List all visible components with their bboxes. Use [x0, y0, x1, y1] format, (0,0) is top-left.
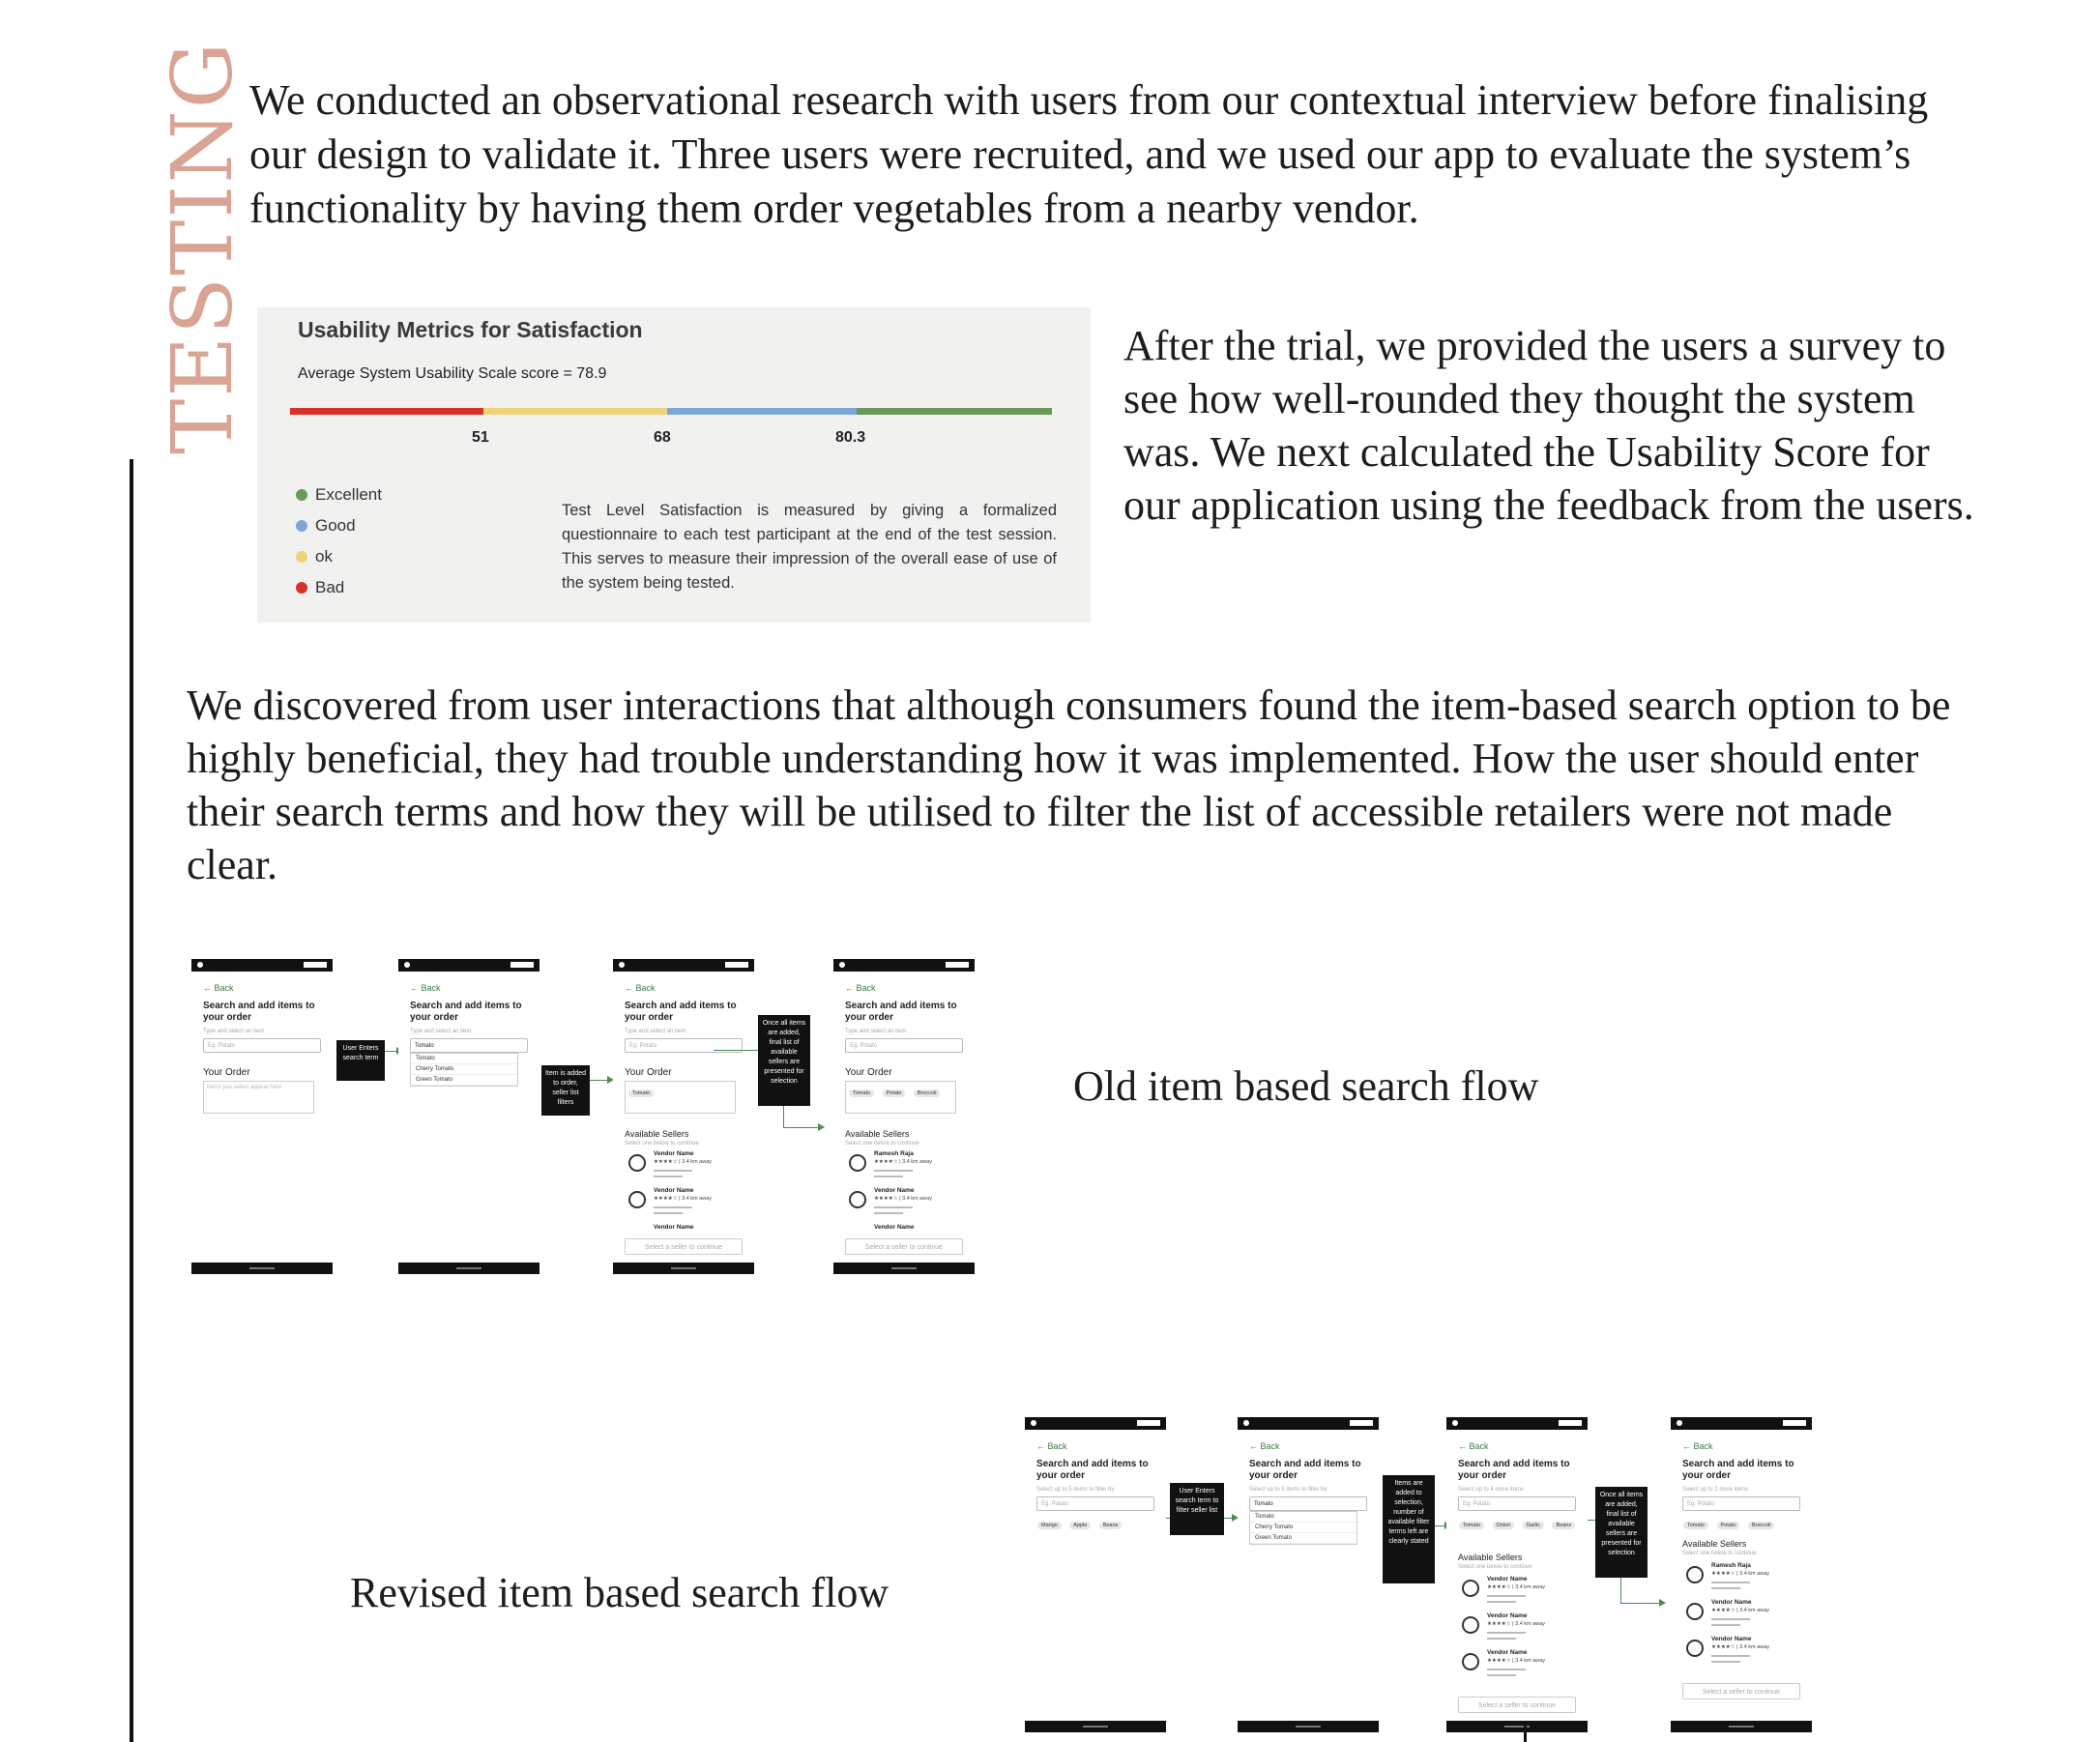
flow-note: Once all items are added, final list of available sellers are presented for selection	[1595, 1487, 1648, 1578]
flow-connector	[783, 1106, 784, 1127]
your-order-label: Your Order	[203, 1067, 250, 1078]
screen-heading: Search and add items to your order	[203, 1001, 315, 1023]
seller-name: Vendor Name	[654, 1150, 694, 1157]
status-bar	[191, 959, 333, 972]
order-chip[interactable]: Potato	[883, 1089, 906, 1097]
flow-note: Items are added to selection, number of available filter terms left are clearly stated	[1383, 1475, 1435, 1583]
legend-item-bad	[296, 578, 344, 597]
continue-button[interactable]: Select a seller to continue	[625, 1238, 743, 1255]
your-order-label: Your Order	[845, 1067, 892, 1078]
screen-heading: Search and add items to your order	[1682, 1459, 1794, 1481]
filter-chip[interactable]: Apple	[1069, 1522, 1091, 1529]
back-link[interactable]: ← Back	[410, 983, 441, 993]
flow-screen	[613, 959, 754, 1274]
available-sellers-label: Available Sellers	[1682, 1539, 1747, 1549]
flow-note: Once all items are added, final list of available sellers are presented for selection	[758, 1015, 810, 1106]
filter-chip[interactable]: Beans	[1099, 1522, 1123, 1529]
seller-name: Ramesh Raja	[874, 1150, 914, 1157]
legend-dot	[296, 520, 307, 532]
after-trial-paragraph: After the trial, we provided the users a survey to see how well-rounded they thought the system was. We next calculated the Usability Score for our application using the feedback from the users.	[1123, 322, 1974, 529]
legend-item-good	[296, 516, 356, 536]
seller-rating: ★★★★☆ | 3.4 km away	[654, 1159, 713, 1165]
screen-heading: Search and add items to your order	[1458, 1459, 1570, 1481]
metrics-title: Usability Metrics for Satisfaction	[298, 317, 643, 342]
your-order-label: Your Order	[625, 1067, 672, 1078]
filter-chip[interactable]: Mango	[1037, 1522, 1062, 1529]
screen-heading: Search and add items to your order	[1036, 1459, 1149, 1481]
seller-card[interactable]	[1458, 1576, 1576, 1609]
flow-connector	[714, 1050, 758, 1051]
back-link[interactable]: ← Back	[625, 983, 656, 993]
seller-name: Vendor Name	[1487, 1576, 1528, 1582]
filter-chips	[1035, 1514, 1160, 1531]
suggestion-item[interactable]: Tomato	[1250, 1512, 1356, 1523]
search-input[interactable]: Eg. Potato	[203, 1038, 321, 1053]
field-hint: Type and select an item	[410, 1029, 472, 1034]
seller-card[interactable]	[845, 1150, 963, 1183]
usability-metrics-card	[257, 307, 1091, 623]
seller-avatar	[628, 1191, 646, 1208]
back-link[interactable]: ← Back	[203, 983, 234, 993]
field-hint: Select up to 2 more items	[1682, 1487, 1749, 1493]
section-title	[87, 40, 251, 454]
seller-name: Vendor Name	[654, 1224, 694, 1231]
seller-name: Vendor Name	[654, 1187, 694, 1194]
field-hint: Type and select an item	[845, 1029, 907, 1034]
status-bar	[1671, 1417, 1812, 1430]
search-input[interactable]: Eg. Potato	[845, 1038, 963, 1053]
intro-paragraph: We conducted an observational research with users from our contextual interview before finalising our design to validate it. Three users were recruited, and we used our app to evaluate the system’s functionality by having them order vegetables from a nearby vendor.	[249, 76, 1929, 232]
filter-chip[interactable]: Garlic	[1523, 1522, 1544, 1529]
flow-connector	[1620, 1603, 1663, 1604]
nav-bar	[1025, 1721, 1166, 1732]
nav-bar	[398, 1263, 540, 1274]
filter-chips	[1680, 1514, 1806, 1531]
search-input[interactable]: Eg. Potato	[1682, 1496, 1800, 1511]
status-bar	[1025, 1417, 1166, 1430]
filter-chips	[1456, 1514, 1582, 1531]
seller-name: Vendor Name	[1711, 1599, 1752, 1606]
available-sellers-label: Available Sellers	[845, 1129, 910, 1139]
seller-rating: ★★★★☆ | 3.4 km away	[874, 1196, 933, 1202]
legend-item-excellent	[296, 485, 382, 505]
seller-card[interactable]	[1682, 1599, 1800, 1632]
flow-connector	[1620, 1578, 1621, 1603]
seller-rating: ★★★★☆ | 3.4 km away	[1487, 1658, 1546, 1664]
flow-screen	[1446, 1417, 1588, 1732]
nav-bar	[1446, 1721, 1588, 1732]
status-bar	[833, 959, 975, 972]
flow-screen	[398, 959, 540, 1274]
order-chip[interactable]: Broccoli	[914, 1089, 941, 1097]
flow-note: User Enters search term	[336, 1040, 385, 1081]
flow-connector	[1588, 1520, 1595, 1521]
seller-name: Vendor Name	[874, 1224, 915, 1231]
order-chip[interactable]: Tomato	[628, 1089, 654, 1097]
filter-chip[interactable]: Tomato	[1683, 1522, 1708, 1529]
metrics-description: Test Level Satisfaction is measured by giving a formalized questionnaire to each test participant at the end of the test session. This serves to measure their impression of the overall ease of use of the system being tested.	[562, 502, 1057, 592]
seller-avatar	[1462, 1653, 1479, 1670]
flow-screen	[1025, 1417, 1166, 1732]
old-search-flow	[191, 959, 975, 1278]
seller-rating: ★★★★☆ | 3.4 km away	[1711, 1571, 1770, 1577]
seller-card[interactable]	[1682, 1562, 1800, 1595]
search-input[interactable]: Eg. Potato	[625, 1038, 743, 1053]
legend-dot	[296, 582, 307, 594]
suggestion-item[interactable]: Cherry Tomato	[411, 1064, 517, 1075]
flow-connector	[783, 1127, 822, 1128]
filter-chip[interactable]: Beans	[1552, 1522, 1575, 1529]
vertical-divider	[130, 459, 133, 1742]
nav-bar	[191, 1263, 333, 1274]
sellers-hint: Select one below to continue	[845, 1141, 919, 1147]
back-link[interactable]: ← Back	[1249, 1441, 1280, 1451]
seller-avatar	[1686, 1566, 1704, 1583]
screen-heading: Search and add items to your order	[625, 1001, 737, 1023]
seller-name: Vendor Name	[874, 1187, 915, 1194]
order-box	[625, 1081, 736, 1114]
legend-label: ok	[315, 547, 333, 566]
seller-name: Vendor Name	[1711, 1636, 1752, 1642]
suggestion-list	[410, 1053, 518, 1087]
seller-card[interactable]	[845, 1187, 963, 1220]
seller-name: Ramesh Raja	[1711, 1562, 1751, 1569]
threshold-label: 68	[654, 429, 671, 446]
search-input[interactable]: Tomato	[410, 1038, 528, 1053]
continue-button[interactable]: Select a seller to continue	[1682, 1683, 1800, 1699]
old-flow-caption: Old item based search flow	[1073, 1062, 1539, 1110]
scale-bar-excellent	[857, 408, 1052, 415]
seller-avatar	[1462, 1616, 1479, 1634]
filter-chip[interactable]: Potato	[1717, 1522, 1740, 1529]
legend-label: Excellent	[315, 485, 382, 504]
seller-rating: ★★★★☆ | 3.4 km away	[654, 1196, 713, 1202]
filter-chip[interactable]: Tomato	[1459, 1522, 1484, 1529]
findings-paragraph: We discovered from user interactions that although consumers found the item-based search option to be highly beneficial, they had trouble understanding how it was implemented. How the user should enter their search terms and how they will be utilised to filter the list of accessible retailers were not made clear.	[187, 682, 1951, 888]
suggestion-item[interactable]: Green Tomato	[1250, 1533, 1356, 1544]
revised-search-flow	[1025, 1417, 1818, 1736]
suggestion-item[interactable]: Cherry Tomato	[1250, 1523, 1356, 1533]
field-hint: Type and select an item	[203, 1029, 265, 1034]
flow-screen	[1238, 1417, 1379, 1732]
order-chip[interactable]: Tomato	[849, 1089, 874, 1097]
search-input[interactable]: Tomato	[1249, 1496, 1367, 1511]
status-bar	[613, 959, 754, 972]
seller-avatar	[1686, 1640, 1704, 1657]
seller-rating: ★★★★☆ | 3.4 km away	[1711, 1608, 1770, 1613]
flow-note: User Enters search term to filter seller list	[1170, 1483, 1224, 1535]
threshold-label: 51	[472, 429, 489, 446]
seller-card[interactable]	[625, 1187, 743, 1220]
flow-arrow	[818, 1123, 825, 1131]
sellers-hint: Select one below to continue	[1458, 1564, 1532, 1570]
search-input[interactable]: Eg. Potato	[1458, 1496, 1576, 1511]
nav-bar	[1238, 1721, 1379, 1732]
sellers-hint: Select one below to continue	[625, 1141, 699, 1147]
legend-dot	[296, 551, 307, 563]
flow-screen	[1671, 1417, 1812, 1732]
continue-button[interactable]: Select a seller to continue	[845, 1238, 963, 1255]
screen-heading: Search and add items to your order	[845, 1001, 957, 1023]
scale-bar-ok	[483, 408, 667, 415]
back-link[interactable]: ← Back	[1036, 1441, 1067, 1451]
continue-button[interactable]: Select a seller to continue	[1458, 1697, 1576, 1713]
flow-screen	[191, 959, 333, 1274]
seller-card[interactable]	[625, 1150, 743, 1183]
back-link[interactable]: ← Back	[1682, 1441, 1713, 1451]
section-title-text: TESTING	[155, 40, 251, 454]
seller-rating: ★★★★☆ | 3.4 km away	[1487, 1584, 1546, 1590]
flow-screen	[833, 959, 975, 1274]
nav-bar	[1671, 1721, 1812, 1732]
seller-card[interactable]	[1458, 1649, 1576, 1682]
scale-bar-good	[667, 408, 857, 415]
back-link[interactable]: ← Back	[1458, 1441, 1489, 1451]
order-box	[845, 1081, 956, 1114]
legend-label: Bad	[315, 578, 345, 596]
seller-avatar	[1462, 1580, 1479, 1597]
scale-bar-bad	[290, 408, 483, 415]
seller-avatar	[628, 1154, 646, 1172]
seller-rating: ★★★★☆ | 3.4 km away	[1487, 1621, 1546, 1627]
field-hint: Type and select an item	[625, 1029, 686, 1034]
status-bar	[1446, 1417, 1588, 1430]
seller-card[interactable]	[625, 1224, 743, 1237]
suggestion-list	[1249, 1511, 1357, 1545]
legend-item-ok	[296, 547, 333, 566]
filter-chip[interactable]: Onion	[1493, 1522, 1515, 1529]
status-bar	[1238, 1417, 1379, 1430]
seller-card[interactable]	[1458, 1612, 1576, 1645]
metrics-average: Average System Usability Scale score = 78.9	[298, 365, 607, 382]
seller-rating: ★★★★☆ | 3.4 km away	[874, 1159, 933, 1165]
connector-stub	[1524, 1726, 1527, 1742]
legend-label: Good	[315, 516, 356, 535]
field-hint: Select up to 5 items to filter by	[1036, 1487, 1115, 1493]
seller-avatar	[1686, 1603, 1704, 1620]
nav-bar	[833, 1263, 975, 1274]
back-link[interactable]: ← Back	[845, 983, 876, 993]
order-box: Items you select appear here	[203, 1081, 314, 1114]
suggestion-item[interactable]: Tomato	[411, 1054, 517, 1064]
seller-avatar	[849, 1154, 866, 1172]
nav-bar	[613, 1263, 754, 1274]
seller-name: Vendor Name	[1487, 1612, 1528, 1619]
search-input[interactable]: Eg. Potato	[1036, 1496, 1154, 1511]
screen-heading: Search and add items to your order	[1249, 1459, 1361, 1481]
suggestion-item[interactable]: Green Tomato	[411, 1075, 517, 1086]
available-sellers-label: Available Sellers	[1458, 1553, 1523, 1562]
screen-heading: Search and add items to your order	[410, 1001, 522, 1023]
seller-rating: ★★★★☆ | 3.4 km away	[1711, 1644, 1770, 1650]
field-hint: Select up to 4 more items	[1458, 1487, 1525, 1493]
flow-arrow	[1659, 1599, 1666, 1607]
threshold-label: 80.3	[835, 429, 866, 446]
seller-card[interactable]	[1682, 1636, 1800, 1669]
revised-flow-caption: Revised item based search flow	[350, 1569, 890, 1616]
seller-name: Vendor Name	[1487, 1649, 1528, 1656]
legend-dot	[296, 489, 307, 501]
flow-note: Item is added to order, seller list filters	[541, 1065, 590, 1116]
sellers-hint: Select one below to continue	[1682, 1551, 1757, 1556]
seller-avatar	[849, 1191, 866, 1208]
filter-chip[interactable]: Broccoli	[1748, 1522, 1775, 1529]
status-bar	[398, 959, 540, 972]
available-sellers-label: Available Sellers	[625, 1129, 689, 1139]
seller-card[interactable]	[845, 1224, 963, 1237]
field-hint: Select up to 5 items to filter by	[1249, 1487, 1327, 1493]
